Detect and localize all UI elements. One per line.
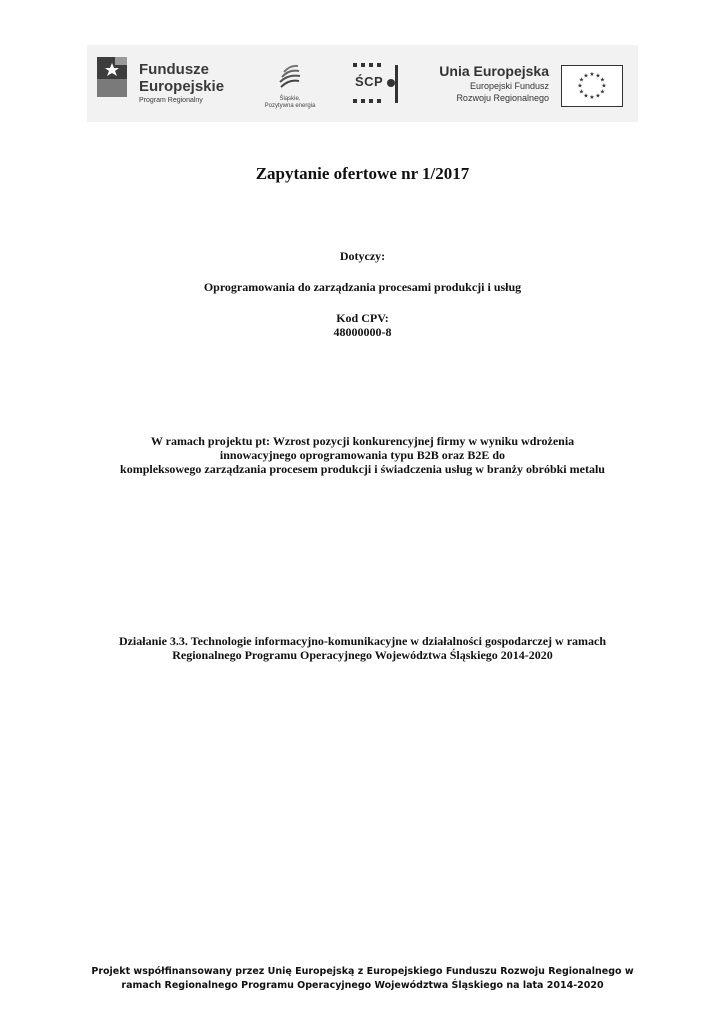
fe-line1: Fundusze: [139, 61, 209, 78]
cpv-label: Kod CPV:: [336, 311, 389, 325]
document-title: Zapytanie ofertowe nr 1/2017: [255, 164, 470, 183]
logo-bar: [87, 45, 638, 122]
project-line2: innowacyjnego oprogramowania typu B2B oraz B2E do: [219, 448, 506, 462]
eu-flag-icon: [561, 65, 623, 107]
svg-text:★: ★: [589, 71, 595, 78]
footer-line2: ramach Regionalnego Programu Operacyjnego Województwa Śląskiego na lata 2014-2020: [121, 980, 604, 991]
slaskie-line2: Pozytywna energia: [264, 103, 316, 109]
cpv-code: 48000000-8: [333, 325, 392, 339]
svg-text:★: ★: [577, 82, 583, 90]
ue-line1: Unia Europejska: [439, 63, 549, 79]
svg-text:★: ★: [583, 72, 589, 80]
svg-text:★: ★: [595, 92, 601, 100]
svg-text:★: ★: [578, 88, 585, 96]
svg-text:★: ★: [589, 94, 595, 101]
slaskie-logo-icon: [277, 61, 303, 93]
svg-text:★: ★: [595, 72, 601, 80]
slaskie-logo-text: [263, 96, 317, 110]
footer: [0, 965, 725, 993]
fundusze-europejskie-logo-text: [139, 61, 224, 105]
subject-text: Oprogramowania do zarządzania procesami produkcji i usług: [203, 280, 522, 294]
svg-text:★: ★: [599, 88, 606, 96]
project-line3: kompleksowego zarządzania procesem produkcji i świadczenia usług w branży obróbki metalu: [120, 462, 605, 476]
ue-line2: Europejski Fundusz: [469, 81, 549, 91]
fundusze-europejskie-logo-icon: [97, 57, 127, 97]
fe-line2: Europejskie: [139, 78, 225, 95]
svg-text:★: ★: [601, 82, 607, 90]
subject-label: Dotyczy:: [339, 249, 386, 263]
project-line1: W ramach projektu pt: Wzrost pozycji konkurencyjnej firmy w wyniku wdrożenia: [150, 434, 575, 448]
scp-logo-text: ŚCP: [355, 74, 384, 89]
footer-line1: Projekt współfinansowany przez Unię Europejską z Europejskiego Funduszu Rozwoju Regionalnego w: [91, 966, 634, 977]
unia-europejska-logo-text: [437, 63, 549, 104]
slaskie-line1: Śląskie.: [279, 96, 301, 102]
action-line2: Regionalnego Programu Operacyjnego Województwa Śląskiego 2014-2020: [172, 648, 553, 662]
svg-text:★: ★: [583, 92, 589, 100]
ue-line3: Rozwoju Regionalnego: [456, 93, 549, 103]
svg-text:★: ★: [578, 76, 585, 84]
action-line1: Działanie 3.3. Technologie informacyjno-komunikacyjne w działalności gospodarczej w ramach: [118, 634, 607, 648]
svg-text:★: ★: [599, 76, 606, 84]
fe-line3: Program Regionalny: [139, 97, 203, 104]
